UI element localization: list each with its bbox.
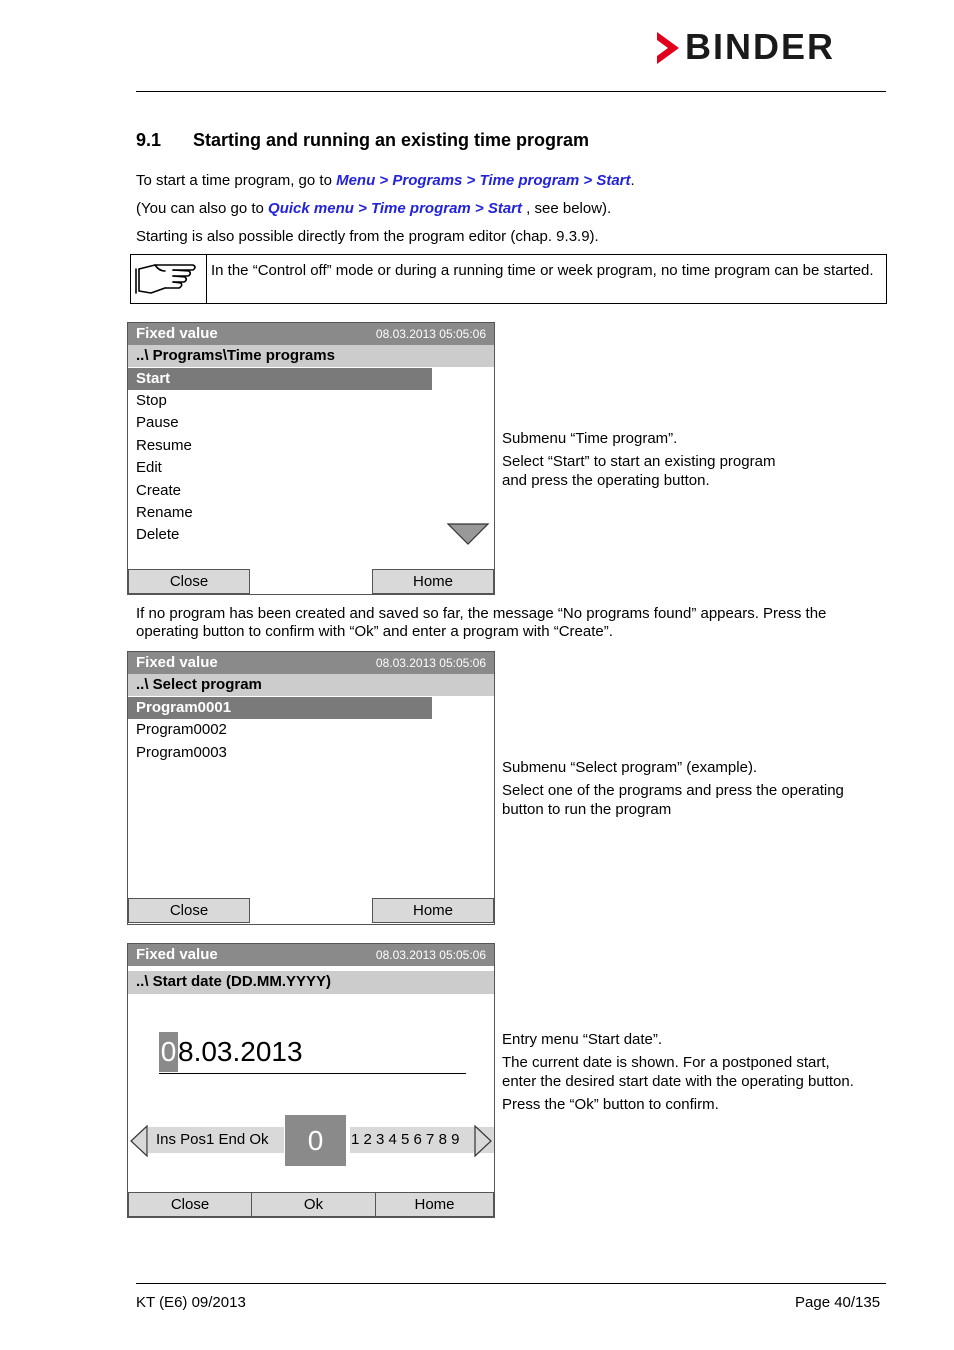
screen-select-program — [127, 651, 495, 925]
pointing-hand-icon — [131, 255, 207, 303]
mode-label: Fixed value — [136, 325, 218, 342]
desc-text: Entry menu “Start date”. — [502, 1031, 663, 1048]
section-title: Starting and running an existing time program — [193, 130, 590, 150]
screen-title-bar — [128, 652, 494, 674]
datetime-label: 08.03.2013 05:05:06 — [375, 948, 486, 962]
edit-keys[interactable]: Ins Pos1 End Ok — [156, 1131, 269, 1148]
screen-title-bar — [128, 323, 494, 345]
intro-text: , see below). — [522, 200, 612, 217]
date-value: 8.03.2013 — [178, 1036, 303, 1067]
ok-button[interactable]: Ok — [251, 1192, 376, 1217]
logo-arrow-icon — [655, 30, 681, 66]
program-item[interactable]: Program0003 — [136, 744, 227, 761]
screen1-description — [502, 429, 882, 494]
date-cursor-digit: 0 — [159, 1032, 178, 1072]
scroll-left-icon[interactable] — [129, 1124, 149, 1158]
menu-path-bar — [128, 971, 494, 994]
desc-text: Select “Start” to start an existing program and press the operating button. — [502, 453, 776, 489]
mode-label: Fixed value — [136, 654, 218, 671]
menu-item-resume[interactable]: Resume — [136, 437, 192, 454]
date-input[interactable] — [159, 1032, 303, 1072]
menu-item-stop[interactable]: Stop — [136, 392, 167, 409]
footer-page-number: Page 40/135 — [795, 1294, 881, 1311]
digit-keys[interactable]: 1 2 3 4 5 6 7 8 9 — [351, 1131, 460, 1148]
desc-text: Press the “Ok” button to confirm. — [502, 1096, 719, 1113]
screen2-description — [502, 758, 882, 823]
desc-text: Select one of the programs and press the operating button to run the program — [502, 782, 844, 818]
intro-text: . — [630, 172, 635, 189]
menu-item-create[interactable]: Create — [136, 482, 182, 499]
menu-item-rename[interactable]: Rename — [136, 504, 193, 521]
home-button[interactable]: Home — [375, 1192, 494, 1217]
menu-item-start[interactable] — [128, 368, 432, 390]
note-box — [130, 254, 887, 304]
intro-text: (You can also go to — [136, 200, 269, 217]
section-heading — [136, 130, 589, 151]
menu-item-edit[interactable]: Edit — [136, 459, 162, 476]
home-button[interactable]: Home — [372, 898, 494, 923]
datetime-label: 08.03.2013 05:05:06 — [375, 327, 486, 341]
selected-digit-key[interactable]: 0 — [285, 1115, 346, 1166]
scroll-down-icon[interactable] — [446, 522, 490, 546]
close-button[interactable]: Close — [128, 1192, 252, 1217]
desc-text: Submenu “Select program” (example). — [502, 759, 758, 776]
menu-path-bar — [128, 345, 494, 367]
program-item[interactable]: Program0002 — [136, 721, 227, 738]
menu-path-link[interactable]: Menu > Programs > Time program > Start — [336, 172, 631, 189]
screen-title-bar — [128, 944, 494, 966]
intro-line-3: Starting is also possible directly from the program editor (chap. 9.3.9). — [136, 228, 599, 245]
close-button[interactable]: Close — [128, 898, 250, 923]
header-rule — [136, 91, 886, 92]
scroll-right-icon[interactable] — [473, 1124, 493, 1158]
binder-logo — [655, 26, 887, 67]
menu-path-text: ..\ Start date (DD.MM.YYYY) — [136, 973, 332, 990]
logo-text: BINDER — [685, 26, 836, 67]
quick-menu-link[interactable]: Quick menu > Time program > Start — [268, 200, 523, 217]
intro-line-2 — [136, 200, 611, 217]
screen-time-program — [127, 322, 495, 595]
intro-text: To start a time program, go to — [136, 172, 337, 189]
home-button[interactable]: Home — [372, 569, 494, 594]
menu-path-bar — [128, 674, 494, 696]
section-number: 9.1 — [136, 130, 162, 150]
program-item-selected[interactable] — [128, 697, 432, 719]
close-button[interactable]: Close — [128, 569, 250, 594]
intro-line-1 — [136, 172, 635, 189]
mode-label: Fixed value — [136, 946, 218, 963]
screen3-description — [502, 1030, 862, 1118]
program-item-label: Program0001 — [136, 699, 232, 716]
desc-text: The current date is shown. For a postponed start, enter the desired start date with the operating button. — [502, 1054, 854, 1090]
menu-item-delete[interactable]: Delete — [136, 526, 180, 543]
desc-text: Submenu “Time program”. — [502, 430, 678, 447]
footer-rule — [136, 1283, 886, 1284]
no-programs-paragraph: If no program has been created and saved so far, the message “No programs found” appears. Press the operating button to confirm with “Ok” and enter a program with “Create”. — [136, 605, 827, 640]
input-underline — [159, 1073, 466, 1074]
menu-item-label: Start — [136, 370, 171, 387]
menu-path-text: ..\ Select program — [136, 676, 262, 693]
menu-path-text: ..\ Programs\Time programs — [136, 347, 335, 364]
footer-doc-id: KT (E6) 09/2013 — [136, 1294, 246, 1311]
datetime-label: 08.03.2013 05:05:06 — [375, 656, 486, 670]
menu-item-pause[interactable]: Pause — [136, 414, 179, 431]
note-text: In the “Control off” mode or during a running time or week program, no time program can be started. — [211, 262, 874, 279]
screen-start-date — [127, 943, 495, 1218]
